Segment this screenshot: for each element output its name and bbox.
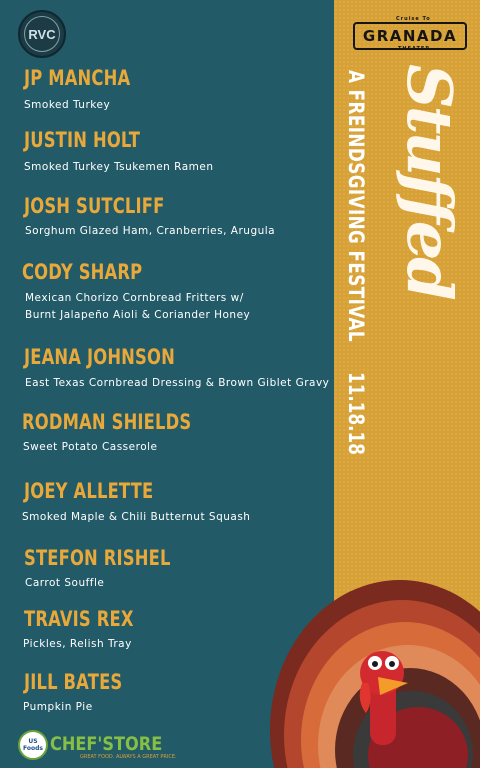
dish-description: East Texas Cornbread Dressing & Brown Giblet Gravy xyxy=(25,377,330,389)
event-title: Stuffed xyxy=(393,64,466,298)
us-foods-logo xyxy=(18,730,48,760)
event-subtitle: A FREINDSGIVING FESTIVAL xyxy=(344,70,368,343)
dish-description: Carrot Souffle xyxy=(25,577,105,589)
chef-name: JEANA JOHNSON xyxy=(24,345,175,369)
chef-name: JILL BATES xyxy=(24,670,123,694)
dish-description: Pickles, Relish Tray xyxy=(23,638,132,650)
dish-description: Smoked Turkey xyxy=(24,99,111,111)
chefstore-tagline: GREAT FOOD. ALWAYS A GREAT PRICE. xyxy=(80,754,177,760)
chef-name: STEFON RISHEL xyxy=(24,546,171,570)
chef-name: JOSH SUTCLIFF xyxy=(24,194,165,218)
granada-logo-text: GRANADA xyxy=(362,27,458,45)
chef-name: JP MANCHA xyxy=(24,66,131,90)
event-date: 11.18.18 xyxy=(344,372,368,455)
chef-name: RODMAN SHIELDS xyxy=(22,410,192,434)
chef-name: TRAVIS REX xyxy=(24,607,134,631)
chef-name: JUSTIN HOLT xyxy=(24,128,141,152)
dish-description-line2: Burnt Jalapeño Aioli & Coriander Honey xyxy=(25,309,251,321)
turkey-illustration xyxy=(230,555,480,768)
dish-description: Smoked Turkey Tsukemen Ramen xyxy=(24,161,214,173)
rvc-logo-text: RVC xyxy=(28,26,56,42)
chef-name: CODY SHARP xyxy=(22,260,143,284)
dish-description: Mexican Chorizo Cornbread Fritters w/ xyxy=(25,292,244,304)
rvc-logo xyxy=(18,10,66,58)
dish-description: Pumpkin Pie xyxy=(23,701,93,713)
dish-description: Sorghum Glazed Ham, Cranberries, Arugula xyxy=(25,225,276,237)
dish-description: Sweet Potato Casserole xyxy=(23,441,158,453)
chefstore-logo: CHEF'STORE xyxy=(50,733,163,755)
us-foods-logo-text: US Foods xyxy=(23,738,43,752)
dish-description: Smoked Maple & Chili Butternut Squash xyxy=(22,511,251,523)
chef-name: JOEY ALLETTE xyxy=(24,479,154,503)
